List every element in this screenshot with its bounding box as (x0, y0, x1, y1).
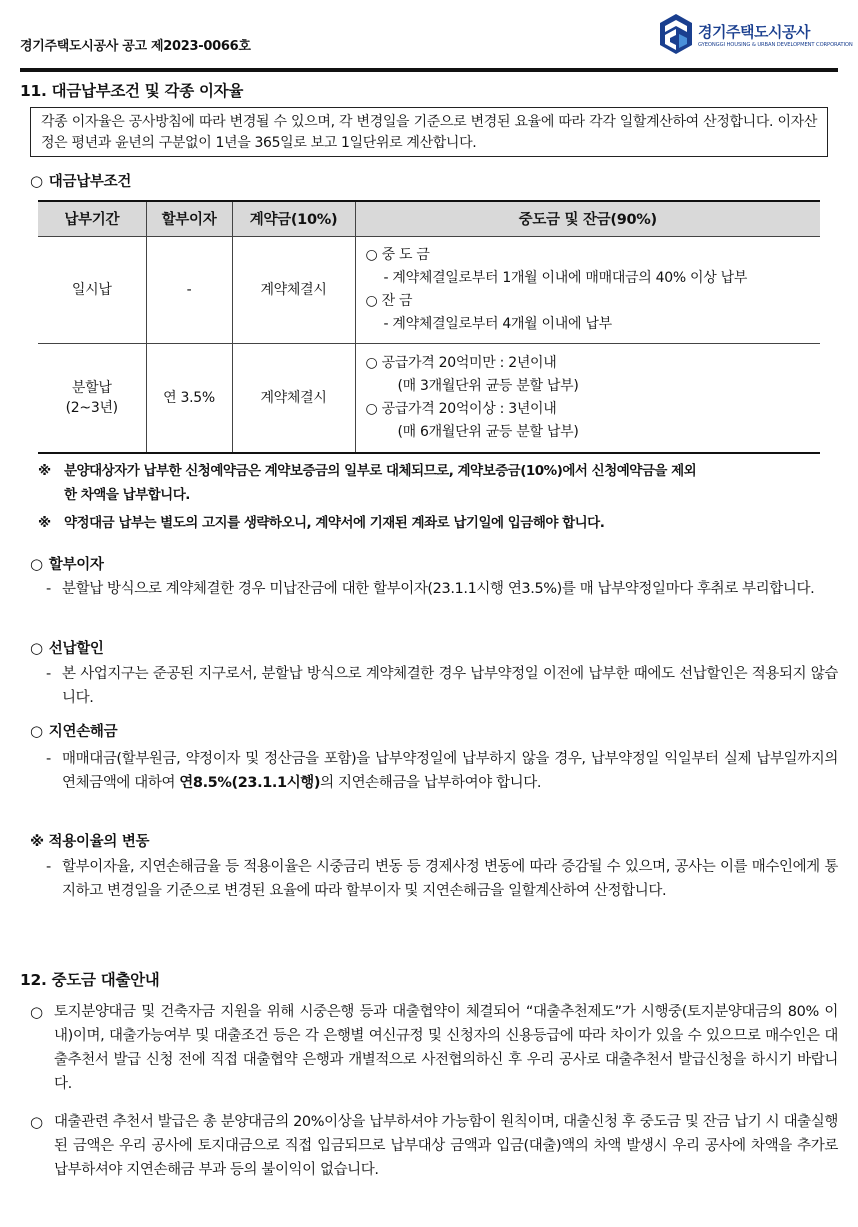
loan-payment-paragraph: ○ 대출관련 추천서 발급은 총 분양대금의 20%이상을 납부하셔야 가능함이 원칙이며, 대출신청 후 중도금 및 잔금 납기 시 대출실행된 금액은 우리 공사에 토지대금으로 직접 입금되므로 납부대상 금액과 입금(대출)액의 차액 발생시 우리 공사에 차액을 추가로 납부하셔야 지연손해금 부과 등의 불이익이 없습니다. (30, 1110, 838, 1182)
late-fee-heading: ○ 지연손해금 (30, 722, 118, 740)
section-11-title: 11. 대금납부조건 및 각종 이자율 (20, 82, 244, 100)
company-logo (658, 12, 853, 60)
header-deposit: 계약금(10%) (232, 201, 355, 236)
row2-period: 분할납 (2~3년) (38, 343, 146, 453)
row2-line: (매 6개월단위 균등 분할 납부) (397, 423, 579, 440)
logo-subtitle: GYEONGGI HOUSING & URBAN DEVELOPMENT CORPORATION (698, 42, 853, 48)
logo-name: 경기주택도시공사 (698, 23, 810, 41)
bullet-circle-icon: ○ (30, 1113, 43, 1131)
table-row (38, 343, 820, 453)
late-fee-text: - 매매대금(할부원금, 약정이자 및 정산금을 포함)을 납부약정일에 납부하지 않을 경우, 납부약정일 익일부터 실제 납부일까지의 연체금액에 대하여 연8.5%(23.1.1시행)의 지연손해금을 납부하여야 합니다. (46, 751, 838, 791)
prepayment-discount-text: - 본 사업지구는 준공된 지구로서, 분할납 방식으로 계약체결한 경우 납부약정일 이전에 납부한 때에도 선납할인은 적용되지 않습니다. (46, 666, 838, 706)
row1-line: ○ 중 도 금 (365, 246, 430, 263)
row1-interest: - (146, 236, 232, 343)
logo-mark-icon (658, 12, 694, 56)
row2-deposit: 계약체결시 (232, 343, 355, 453)
document-header (20, 8, 853, 70)
row1-line: - 계약체결일로부터 4개월 이내에 납부 (383, 315, 612, 332)
payment-terms-table (38, 200, 820, 454)
row1-period: 일시납 (38, 236, 146, 343)
table-row (38, 236, 820, 343)
header-divider (20, 68, 838, 72)
note-payment-account: ※ 약정대금 납부는 별도의 고지를 생략하오니, 계약서에 기재된 계좌로 납기일에 입금해야 합니다. (38, 511, 838, 535)
bullet-circle-icon: ○ (30, 1003, 43, 1021)
row2-line: ○ 공급가격 20억이상 : 3년이내 (365, 400, 557, 417)
header-period: 납부기간 (38, 201, 146, 236)
row1-line: - 계약체결일로부터 1개월 이내에 매매대금의 40% 이상 납부 (383, 269, 748, 286)
note-mark: ※ (38, 515, 51, 531)
notice-number: 경기주택도시공사 공고 제2023-0066호 (20, 39, 251, 54)
bullet-circle-icon: ○ (30, 172, 43, 190)
row1-line: ○ 잔 금 (365, 292, 413, 309)
late-fee-rate: 연8.5%(23.1.1시행) (179, 775, 321, 791)
row1-detail (355, 236, 820, 343)
interest-rate-notice-box (30, 107, 828, 157)
installment-interest-heading: ○ 할부이자 (30, 555, 104, 573)
table-header-row (38, 201, 820, 236)
bullet-circle-icon: ○ (30, 639, 43, 657)
interest-rate-notice-text: 각종 이자율은 공사방침에 따라 변경될 수 있으며, 각 변경일을 기준으로 변경된 요율에 따라 각각 일할계산하여 산정합니다. 이자산정은 평년과 윤년의 구분없이 1년을 365일로 보고 1일단위로 계산합니다. (41, 114, 817, 151)
loan-recommendation-paragraph: ○ 토지분양대금 및 건축자금 지원을 위해 시중은행 등과 대출협약이 체결되어 “대출추천제도”가 시행중(토지분양대금의 80% 이내)이며, 대출가능여부 및 대출조건 등은 각 은행별 여신규정 및 신청자의 신용등급에 따라 차이가 있을 수 있으므로 매수인은 대출추천서 발급 신청 전에 직접 대출협약 은행과 개별적으로 사전협의하신 후 우리 공사로 대출추천서 발급신청을 하시기 바랍니다. (30, 1000, 838, 1096)
rate-change-text: - 할부이자율, 지연손해금율 등 적용이율은 시중금리 변동 등 경제사정 변동에 따라 증감될 수 있으며, 공사는 이를 매수인에게 통지하고 변경일을 기준으로 변경된 요율에 따라 할부이자 및 지연손해금을 일할계산하여 산정합니다. (46, 859, 838, 899)
note-deposit-substitution: ※ 분양대상자가 납부한 신청예약금은 계약보증금의 일부로 대체되므로, 계약보증금(10%)에서 신청예약금을 제외 한 차액을 납부합니다. (38, 459, 838, 507)
installment-interest-text: - 분할납 방식으로 계약체결한 경우 미납잔금에 대한 할부이자(23.1.1시행 연3.5%)를 매 납부약정일마다 후취로 부리합니다. (46, 581, 815, 597)
row2-interest: 연 3.5% (146, 343, 232, 453)
bullet-circle-icon: ○ (30, 555, 43, 573)
header-interest: 할부이자 (146, 201, 232, 236)
payment-terms-heading: ○ 대금납부조건 (30, 172, 132, 190)
note-mark: ※ (38, 463, 51, 479)
row1-deposit: 계약체결시 (232, 236, 355, 343)
prepayment-discount-heading: ○ 선납할인 (30, 639, 104, 657)
bullet-circle-icon: ○ (30, 722, 43, 740)
row2-line: ○ 공급가격 20억미만 : 2년이내 (365, 354, 557, 371)
rate-change-heading: ※ 적용이율의 변동 (30, 834, 150, 850)
row2-line: (매 3개월단위 균등 분할 납부) (397, 377, 579, 394)
header-balance: 중도금 및 잔금(90%) (355, 201, 820, 236)
row2-detail (355, 343, 820, 453)
section-12-title: 12. 중도금 대출안내 (20, 971, 160, 989)
